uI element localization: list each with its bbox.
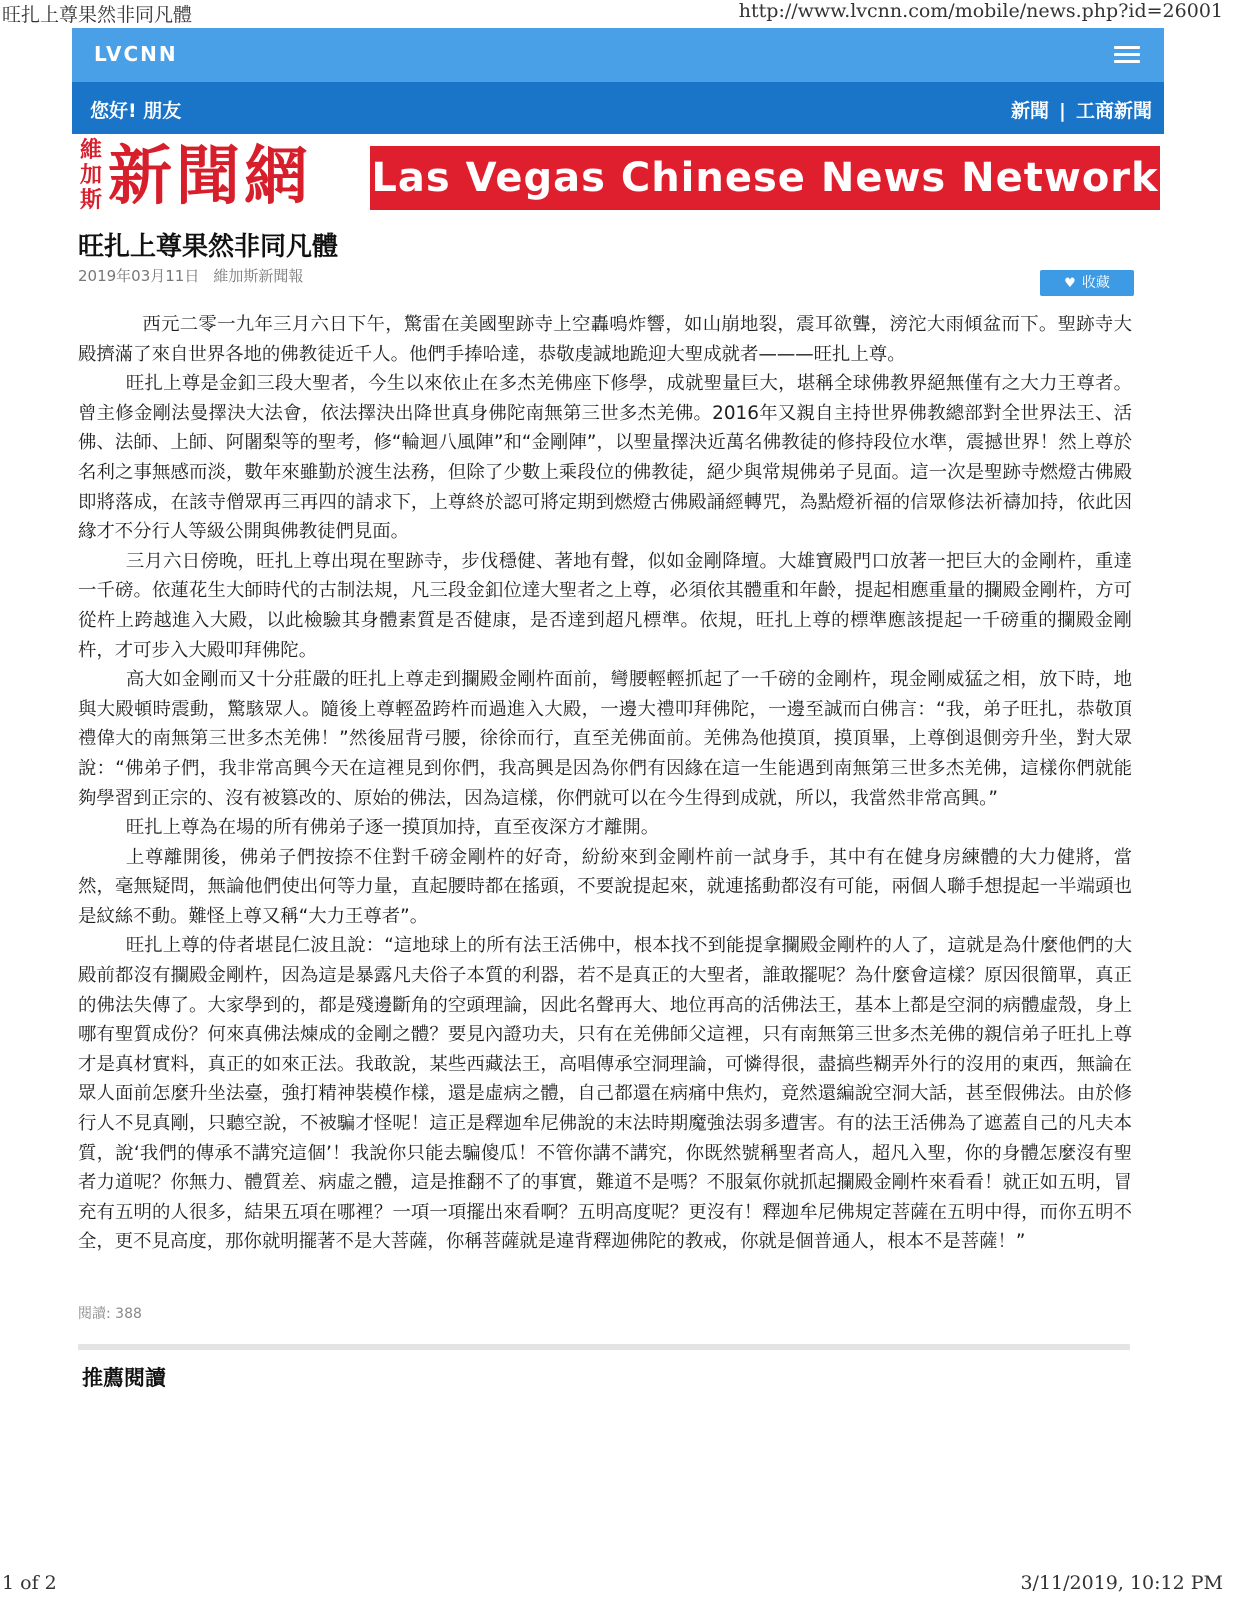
article-paragraph: 上尊離開後，佛弟子們按捺不住對千磅金剛杵的好奇，紛紛來到金剛杵前一試身手，其中有在健身房練體的大力健將，當然，毫無疑問，無論他們使出何等力量，直起腰時都在搖頭，不要說提起來，就連搖動都沒有可能，兩個人聯手想提起一半端頭也是紋絲不動。難怪上尊又稱“大力王尊者”。 [78,846,1132,927]
link-separator: | [1059,100,1066,122]
article-source: 維加斯新聞報 [213,267,304,285]
article-paragraph: 高大如金剛而又十分莊嚴的旺扎上尊走到攔殿金剛杵面前，彎腰輕輕抓起了一千磅的金剛杵，現金剛威猛之相，放下時，地與大殿頓時震動，驚駭眾人。隨後上尊輕盈跨杵而過進入大殿，一邊大禮叩拜佛陀，一邊至誠而白佛言：“我，弟子旺扎，恭敬頂禮偉大的南無第三世多杰羌佛！”然後屈背弓腰，徐徐而行，直至羌佛面前。羌佛為他摸頂，摸頂畢，上尊倒退側旁升坐，對大眾說：“佛弟子們，我非常高興今天在這裡見到你們，我高興是因為你們有因緣在這一生能遇到南無第三世多杰羌佛，這樣你們就能夠學習到正宗的、沒有被篡改的、原始的佛法，因為這樣，你們就可以在今生得到成就，所以，我當然非常高興。” [78,669,1132,809]
news-link[interactable]: 新聞 [1011,100,1050,122]
article-paragraph: 旺扎上尊是金釦三段大聖者，今生以來依止在多杰羌佛座下修學，成就聖量巨大，堪稱全球佛教界絕無僅有之大力王尊者。曾主修金剛法曼擇決大法會，依法擇決出降世真身佛陀南無第三世多杰羌佛。2016年又親自主持世界佛教總部對全世界法王、活佛、法師、上師、阿闍梨等的聖考，修“輪迴八風陣”和“金剛陣”，以聖量擇決近萬名佛教徒的修持段位水準，震撼世界！然上尊於名利之事無感而淡，數年來雖勤於渡生法務，但除了少數上乘段位的佛教徒，絕少與常規佛弟子見面。這一次是聖跡寺燃燈古佛殿即將落成，在該寺僧眾再三再四的請求下，上尊終於認可將定期到燃燈古佛殿誦經轉咒，為點燈祈福的信眾修法祈禱加持，依此因緣才不分行人等級公開與佛教徒們見面。 [78,373,1132,543]
article-body [78,310,1132,1257]
section-divider [78,1344,1130,1350]
logo-small-chars: 維 加 斯 [79,137,102,213]
greeting-text: 您好! 朋友 [90,100,182,122]
greeting-bar [72,82,1164,134]
article-paragraph: 旺扎上尊的侍者堪昆仁波且說：“這地球上的所有法王活佛中，根本找不到能提拿攔殿金剛杵的人了，這就是為什麼他們的大殿前都沒有攔殿金剛杵，因為這是暴露凡夫俗子本質的利器，若不是真正的大聖者，誰敢擺呢？為什麼會這樣？原因很簡單，真正的佛法失傳了。大家學到的，都是殘邊斷角的空頭理論，因此名聲再大、地位再高的活佛法王，基本上都是空洞的病體虛殼，身上哪有聖質成份？何來真佛法煉成的金剛之體？要見內證功夫，只有在羌佛師父這裡，只有南無第三世多杰羌佛的親信弟子旺扎上尊才是真材實料，真正的如來正法。我敢說，某些西藏法王，高唱傳承空洞理論，可憐得很，盡搞些糊弄外行的沒用的東西，無論在眾人面前怎麼升坐法臺，強打精神裝模作樣，還是虛病之體，自己都還在病痛中焦灼，竟然還編說空洞大話，甚至假佛法。由於修行人不見真剛，只聽空說，不被騙才怪呢！這正是釋迦牟尼佛說的末法時期魔強法弱多遭害。有的法王活佛為了遮蓋自己的凡夫本質，說‘我們的傳承不講究這個’！我說你只能去騙傻瓜！不管你講不講究，你既然號稱聖者高人，超凡入聖，你的身體怎麼沒有聖者力道呢？你無力、體質差、病虛之體，這是推翻不了的事實，難道不是嗎？不服氣你就抓起攔殿金剛杵來看看！就正如五明，冒充有五明的人很多，結果五項在哪裡？一項一項擺出來看啊？五明高度呢？更沒有！釋迦牟尼佛規定菩薩在五明中得，而你五明不全，更不見高度，那你就明擺著不是大菩薩，你稱菩薩就是違背釋迦佛陀的教戒，你就是個普通人，根本不是菩薩！” [78,935,1132,1253]
print-timestamp: 3/11/2019, 10:12 PM [1020,1572,1223,1594]
article-paragraph: 旺扎上尊為在場的所有佛弟子逐一摸頂加持，直至夜深方才離開。 [125,817,660,839]
print-footer [0,1572,1237,1598]
favorite-label: 收藏 [1081,275,1110,291]
article-date: 2019年03月11日 [78,267,200,285]
print-page-count: 1 of 2 [2,1572,57,1594]
banner-english-name: Las Vegas Chinese News Network [370,146,1160,210]
recommended-reading-title: 推薦閱讀 [82,1366,166,1390]
article-paragraph: 西元二零一九年三月六日下午，驚雷在美國聖跡寺上空轟鳴炸響，如山崩地裂，震耳欲聾，滂沱大雨傾盆而下。聖跡寺大殿擠滿了來自世界各地的佛教徒近千人。他們手捧哈達，恭敬虔誠地跪迎大聖成就者———旺扎上尊。 [78,314,1132,365]
logo-chinese: 新聞網 [108,139,312,214]
business-news-link[interactable]: 工商新聞 [1075,100,1152,122]
heart-icon: ♥ [1064,276,1076,291]
read-count: 閱讀: 388 [78,1306,142,1322]
print-header [0,0,1237,26]
article-paragraph: 三月六日傍晚，旺扎上尊出現在聖跡寺，步伐穩健、著地有聲，似如金剛降壇。大雄寶殿門口放著一把巨大的金剛杵，重達一千磅。依蓮花生大師時代的古制法規，凡三段金釦位達大聖者之上尊，必須依其體重和年齡，提起相應重量的攔殿金剛杵，方可從杵上跨越進入大殿，以此檢驗其身體素質是否健康，是否達到超凡標準。依規，旺扎上尊的標準應該提起一千磅重的攔殿金剛杵，才可步入大殿叩拜佛陀。 [78,550,1132,661]
top-navbar [72,28,1164,82]
favorite-button[interactable] [1040,270,1134,296]
site-brand[interactable]: LVCNN [94,42,178,66]
article-title: 旺扎上尊果然非同凡體 [78,232,339,262]
article-meta [78,265,303,286]
section-links [1011,96,1152,123]
print-url: http://www.lvcnn.com/mobile/news.php?id=26001 [738,0,1223,22]
hamburger-menu-icon[interactable] [1114,46,1140,64]
site-banner[interactable] [78,138,1160,218]
print-page-title: 旺扎上尊果然非同凡體 [2,4,193,26]
